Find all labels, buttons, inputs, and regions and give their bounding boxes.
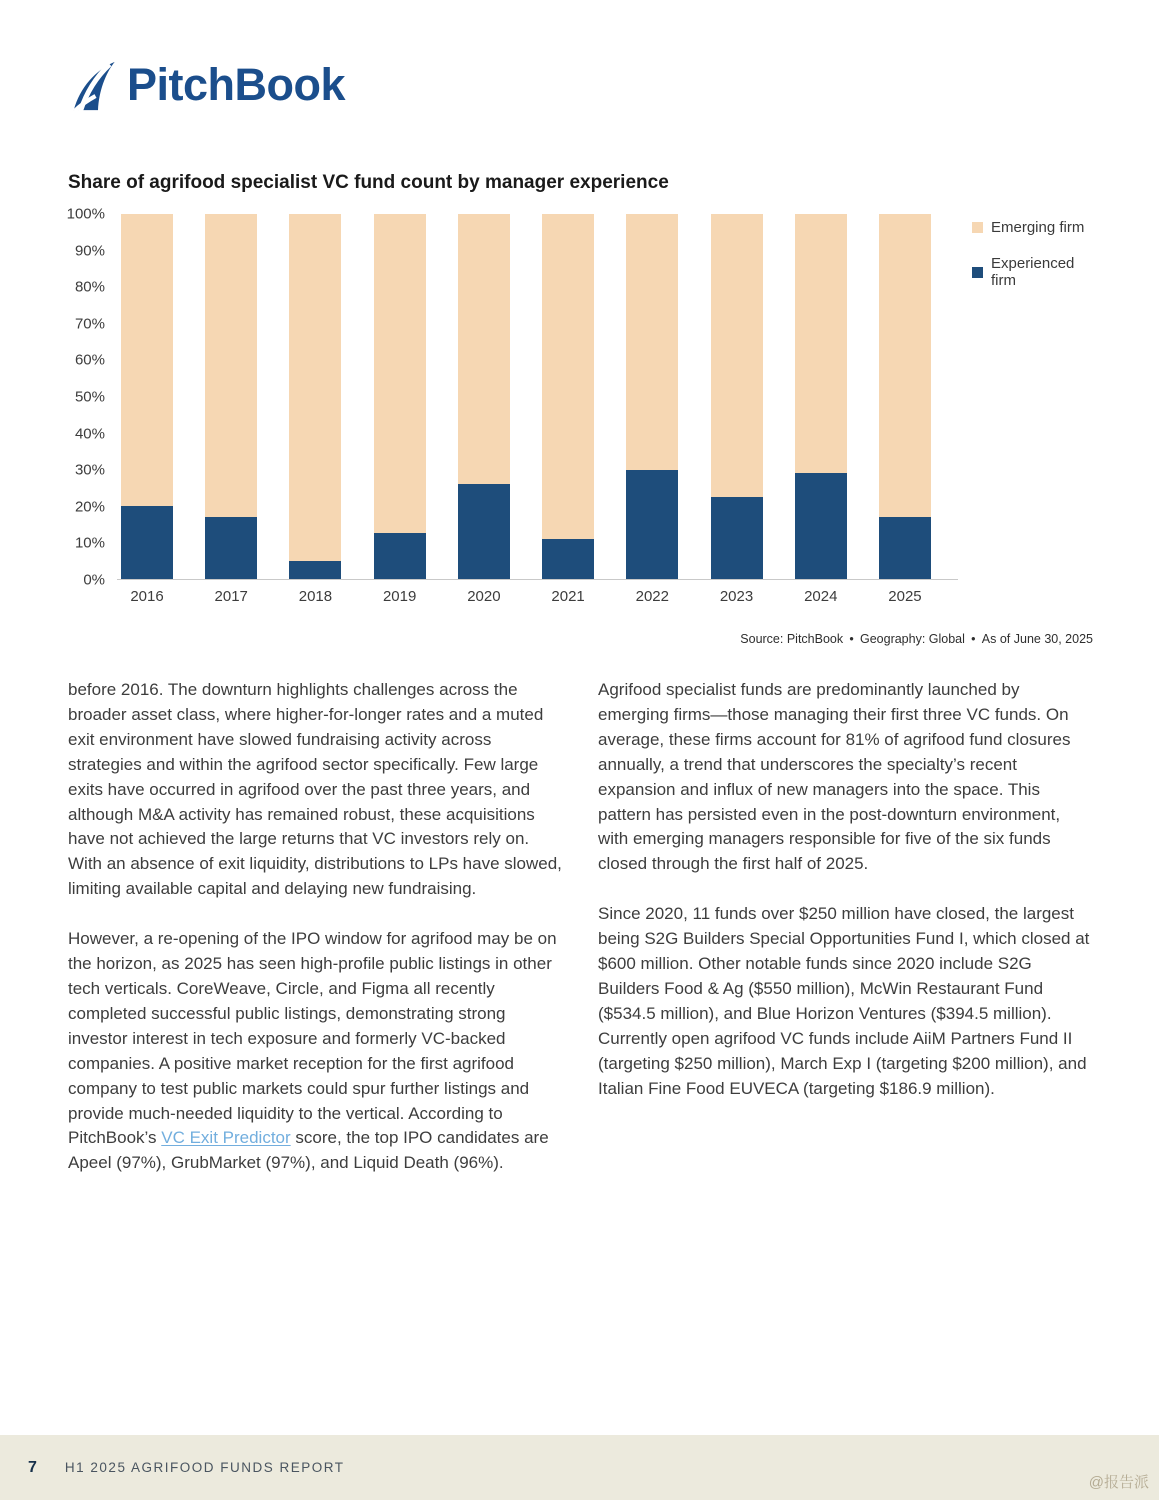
x-axis-label: 2023 [719,588,754,605]
y-axis-tick-label: 60% [74,351,105,369]
legend-item-experienced-firm [972,255,1093,289]
left-column [68,678,562,1201]
stacked-bar-2019 [374,214,426,605]
y-axis-tick-label: 0% [83,571,105,589]
stacked-bar-chart [66,205,1093,605]
x-axis-label: 2021 [551,588,585,605]
y-axis-tick-label: 30% [74,461,105,479]
y-axis-tick-label: 90% [74,242,105,260]
bar-segment-experienced-firm [711,497,763,579]
bar-segment-emerging-firm [458,214,510,484]
bar-segment-experienced-firm [289,561,341,579]
bar-segment-experienced-firm [542,539,594,579]
stacked-bar-2022 [626,214,678,605]
chart-section [68,172,1093,646]
legend-item-emerging-firm [972,219,1093,236]
x-axis-label: 2022 [635,588,669,605]
y-axis-tick-label: 70% [74,315,105,333]
stacked-bar-2024 [795,214,847,605]
chart-y-axis [66,205,117,589]
bar-segment-experienced-firm [121,506,173,579]
stacked-bar-2021 [542,214,594,605]
legend-swatch-icon [972,267,983,278]
legend-label: Experienced firm [991,255,1075,289]
stacked-bar-2018 [289,214,341,605]
y-axis-tick-label: 50% [74,388,105,406]
bar-segment-experienced-firm [879,517,931,579]
chart-source-note: Source: PitchBook • Geography: Global • As of June 30, 2025 [740,632,1093,646]
x-axis-label: 2016 [130,588,164,605]
bar-segment-emerging-firm [626,214,678,470]
bar-segment-emerging-firm [879,214,931,517]
bar-segment-emerging-firm [711,214,763,497]
x-axis-label: 2017 [214,588,248,605]
x-axis-label: 2019 [382,588,417,605]
pitchbook-logo-text: PitchBook [127,58,346,110]
bar-segment-experienced-firm [458,484,510,579]
bar-segment-experienced-firm [374,533,426,579]
bar-segment-experienced-firm [795,473,847,579]
stacked-bar-2016 [121,214,173,605]
chart-title: Share of agrifood specialist VC fund count by manager experience [68,172,669,193]
x-axis-label: 2020 [467,588,501,605]
left-paragraph-1: before 2016. The downturn highlights challenges across the broader asset class, where higher-for-longer rates and a muted exit environment have slowed fundraising activity across strategies and within the agrifood sector specifically. Few large exits have occurred in agrifood over the past three years, and although M&A activity has remained robust, these acquisitions have not achieved the large returns that VC investors rely on. With an absence of exit liquidity, distributions to LPs have slowed, limiting available capital and delaying new fundraising. [68,680,562,899]
pitchbook-sail-icon [68,61,118,111]
left-paragraph-2 [68,927,562,1176]
legend-swatch-icon [972,222,983,233]
body-text [68,678,1093,1201]
paragraph-text: score, the top IPO candidates are Apeel (97%), GrubMarket (97%), and Liquid Death (96%). [68,1128,549,1173]
chart-plot [117,214,958,605]
right-column [598,678,1092,1201]
page-footer [0,1435,1159,1500]
right-paragraph-2: Since 2020, 11 funds over $250 million have closed, the largest being S2G Builders Special Opportunities Fund I, which closed at $600 million. Other notable funds since 2020 include S2G Builders Food & Ag ($550 million), McWin Restaurant Fund ($534.5 million), and Blue Horizon Ventures ($394.5 million). Currently open agrifood VC funds include AiiM Partners Fund II (targeting $250 million), March Exp I (targeting $200 million), and Italian Fine Food EUVECA (targeting $186.9 million). [598,904,1090,1098]
bar-segment-experienced-firm [626,470,678,580]
pitchbook-logo [68,60,1093,112]
x-axis-label: 2024 [804,588,838,605]
paragraph-text: However, a re-opening of the IPO window for agrifood may be on the horizon, as 2025 has seen high-profile public listings in other tech verticals. CoreWeave, Circle, and Figma all recently completed successful public listings, demonstrating strong investor interest in tech exposure and formerly VC-backed companies. A positive market reception for the first agrifood company to test public markets could spur further listings and provide much-needed liquidity to the vertical. According to PitchBook’s [68,929,557,1148]
bar-segment-emerging-firm [205,214,257,517]
y-axis-tick-label: 100% [66,205,105,223]
bar-segment-experienced-firm [205,517,257,579]
bar-segment-emerging-firm [795,214,847,473]
y-axis-tick-label: 80% [74,278,105,296]
legend-label: Emerging firm [991,219,1085,236]
x-axis-label: 2018 [298,588,333,605]
stacked-bar-2020 [458,214,510,605]
bar-segment-emerging-firm [542,214,594,539]
page-header [68,60,1093,112]
report-title: H1 2025 AGRIFOOD FUNDS REPORT [64,1460,345,1475]
page-number: 7 [28,1458,37,1476]
stacked-bar-2023 [711,214,763,605]
stacked-bar-2025 [879,214,931,605]
chart-legend [958,214,1093,580]
right-paragraph-1: Agrifood specialist funds are predominantly launched by emerging firms—those managing their first three VC funds. On average, these firms account for 81% of agrifood fund closures annually, a trend that underscores the specialty’s recent expansion and influx of new managers into the space. This pattern has persisted even in the post-downturn environment, with emerging managers responsible for five of the six funds closed through the first half of 2025. [598,680,1071,874]
stacked-bar-2017 [205,214,257,605]
y-axis-tick-label: 20% [74,498,105,516]
y-axis-tick-label: 40% [74,425,105,443]
vc-exit-predictor-link[interactable]: VC Exit Predictor [161,1128,291,1148]
bar-segment-emerging-firm [289,214,341,561]
bar-segment-emerging-firm [374,214,426,533]
y-axis-tick-label: 10% [74,534,105,552]
bar-segment-emerging-firm [121,214,173,506]
watermark: @报告派 [1088,1474,1149,1491]
x-axis-label: 2025 [888,588,922,605]
